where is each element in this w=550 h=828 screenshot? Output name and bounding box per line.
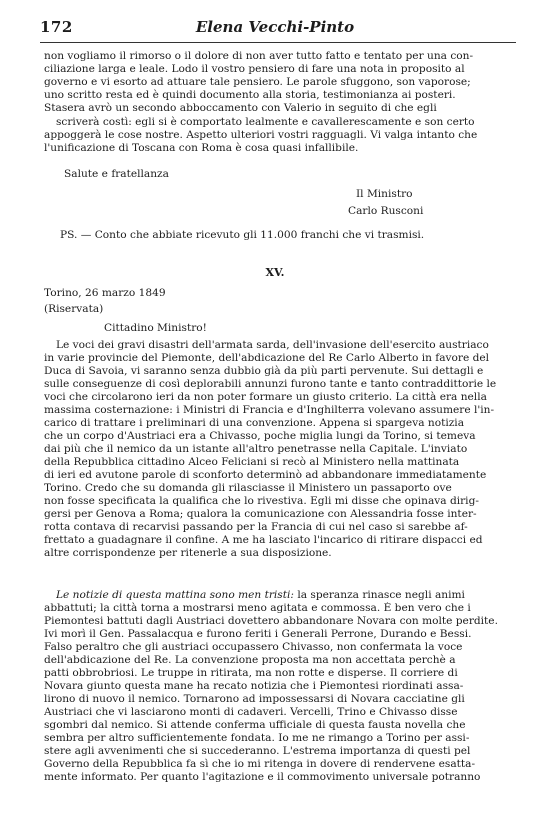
text-line: mente informato. Per quanto l'agitazione e il commovimento universale potranno [44, 771, 481, 783]
text-line: non vogliamo il rimorso o il dolore di non aver tutto fatto e tentato per una con- [44, 50, 474, 62]
text-line: Ivi morì il Gen. Passalacqua e furono feriti i Generali Perrone, Durando e Bessi. [44, 628, 472, 640]
text-line: sgombri dal nemico. Si attende conferma ufficiale di questa fausta novella che [44, 719, 466, 731]
text-line: sulle conseguenze di così deplorabili annunzi furono tante e tanto contraddittorie le [44, 378, 497, 390]
text-line: sembra per altro sufficientemente fondata. Io me ne rimango a Torino per assi- [44, 732, 470, 744]
text-line: della Repubblica cittadino Alceo Feliciani si recò al Ministero nella mattinata [44, 456, 460, 468]
text-line: dai più che il nemico da un istante all'altro penetrasse nella Capitale. L'inviato [44, 443, 468, 455]
text-line: Le voci dei gravi disastri dell'armata sarda, dell'invasione dell'esercito austriaco [56, 339, 489, 351]
text-line: Stasera avrò un secondo abboccamento con Valerio in seguito di che egli [44, 102, 437, 114]
text-line: dell'abdicazione del Re. La convenzione proposta ma non accettata perchè a [44, 654, 456, 666]
text-line: scriverà costì: egli si è comportato lealmente e cavallerescamente e son certo [56, 116, 475, 128]
letter-note: (Riservata) [44, 303, 104, 315]
letter-dateline: Torino, 26 marzo 1849 [44, 287, 166, 299]
page-number: 172 [40, 18, 73, 36]
section-number: XV. [265, 266, 285, 279]
header-divider [40, 42, 516, 43]
signature-name: Carlo Rusconi [348, 205, 424, 217]
text-line: rotta contava di recarvisi passando per la Francia di cui nel caso si sarebbe af- [44, 521, 468, 533]
text-line: abbattuti; la città torna a mostrarsi meno agitata e commossa. È ben vero che i [44, 602, 471, 614]
text-line: Duca di Savoia, vi saranno senza dubbio già da più parti pervenute. Sui dettagli e [44, 365, 484, 377]
text-line: voci che circolarono ieri da non poter formare un giusto criterio. La città era nella [44, 391, 487, 403]
text-line: ciliazione larga e leale. Lodo il vostro pensiero di fare una nota in proposito al [44, 63, 465, 75]
text-line: stere agli avvenimenti che si succederanno. L'estrema importanza di questi pel [44, 745, 471, 757]
text-line: frettato a guadagnare il confine. A me ha lasciato l'incarico di ritirare dispacci ed [44, 534, 483, 546]
italic-phrase: Le notizie di questa mattina sono men tristi: [56, 589, 298, 601]
postscript: PS. — Conto che abbiate ricevuto gli 11.000 franchi che vi trasmisi. [60, 229, 425, 241]
text-line: l'unificazione di Toscana con Roma è cosa quasi infallibile. [44, 142, 359, 154]
text-line: in varie provincie del Piemonte, dell'abdicazione del Re Carlo Alberto in favore del [44, 352, 490, 364]
letter-greeting: Cittadino Ministro! [104, 322, 207, 334]
text-line: di ieri ed avutone parole di sconforto determinò ad abbandonare immediatamente [44, 469, 487, 481]
running-head: Elena Vecchi-Pinto [195, 18, 355, 36]
text-segment: la speranza rinasce negli animi [297, 589, 465, 601]
text-line: Torino. Credo che su domanda gli rilasciasse il Ministero un passaporto ove [44, 482, 452, 494]
text-line: non fosse specificata la qualifica che lo rivestiva. Egli mi disse che opinava dirig- [44, 495, 479, 507]
text-line: che un corpo d'Austriaci era a Chivasso, poche miglia lungi da Torino, si temeva [44, 430, 476, 442]
text-line: Novara giunto questa mane ha recato notizia che i Piemontesi riordinati assa- [44, 680, 464, 692]
text-line: patti obbrobriosi. Le truppe in ritirata, ma non rotte e disperse. Il corriere di [44, 667, 458, 679]
text-line: appoggerà le cose nostre. Aspetto ulteriori vostri ragguagli. Vi valga intanto che [44, 129, 478, 141]
text-line: governo e vi esorto ad attuare tale pensiero. Le parole sfuggono, son vaporose; [44, 76, 471, 88]
text-line: lirono di nuovo il nemico. Tornarono ad impossessarsi di Novara cacciatine gli [44, 693, 465, 705]
text-line: altre corrispondenze per ritenerle a sua disposizione. [44, 547, 332, 559]
text-line: gersi per Genova a Roma; qualora la comunicazione con Alessandria fosse inter- [44, 508, 477, 520]
text-line [56, 589, 514, 602]
text-line: Piemontesi battuti dagli Austriaci dovettero abbandonare Novara con molte perdite. [44, 615, 498, 627]
signature-title: Il Ministro [356, 188, 413, 200]
text-line: Governo della Repubblica fa sì che io mi ritenga in dovere di rendervene esatta- [44, 758, 476, 770]
salutation: Salute e fratellanza [64, 168, 169, 180]
text-line: carico di trattare i preliminari di una convenzione. Appena si spargeva notizia [44, 417, 465, 429]
text-line: uno scritto resta ed è quindi documento alla storia, testimonianza ai posteri. [44, 89, 456, 101]
text-line: Falso peraltro che gli austriaci occupassero Chivasso, non confermata la voce [44, 641, 463, 653]
text-line: massima costernazione: i Ministri di Francia e d'Inghilterra volevano assumere l'in- [44, 404, 495, 416]
text-line: Austriaci che vi lasciarono monti di cadaveri. Vercelli, Trino e Chivasso disse [44, 706, 458, 718]
